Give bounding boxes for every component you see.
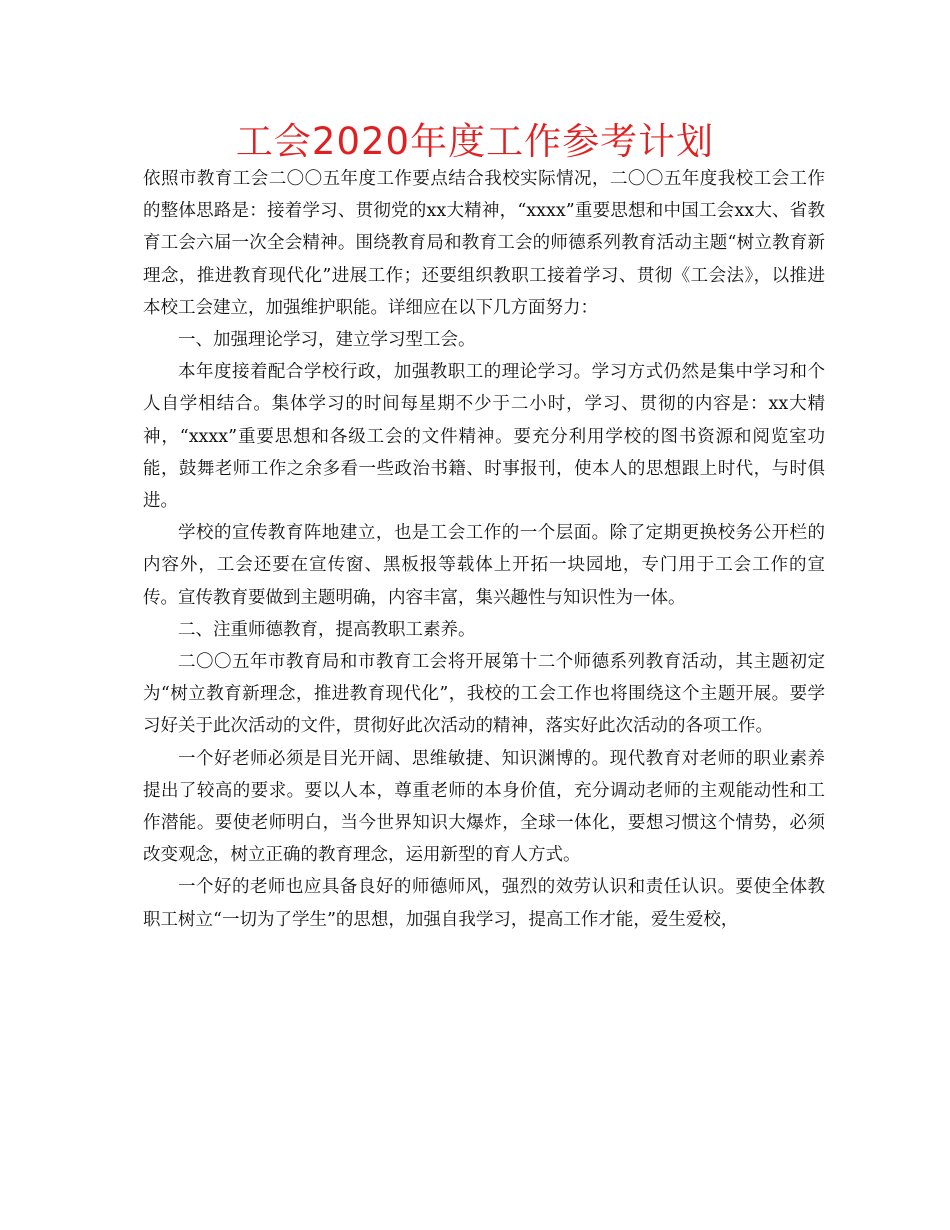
section-heading-1: 一、加强理论学习，建立学习型工会。	[178, 330, 476, 351]
paragraph-intro: 依照市教育工会二〇〇五年度工作要点结合我校实际情况，二〇〇五年度我校工会工作的整体思路是：接着学习、贯彻党的xx大精神，“xxxx”重要思想和中国工会xx大、省教育工会六届一次全会精神。围绕教育局和教育工会的师德系列教育活动主题“树立教育新理念，推进教育现代化”进展工作；还要组织教职工接着学习、贯彻《工会法》，以推进本校工会建立，加强维护职能。详细应在以下几方面努力：	[143, 169, 825, 318]
paragraph: 二〇〇五年市教育局和市教育工会将开展第十二个师德系列教育活动，其主题初定为“树立教育新理念，推进教育现代化”，我校的工会工作也将围绕这个主题开展。要学习好关于此次活动的文件，贯彻好此次活动的精神，落实好此次活动的各项工作。	[143, 652, 825, 737]
paragraph: 一个好的老师也应具备良好的师德师风，强烈的效劳认识和责任认识。要使全体教职工树立“一切为了学生”的思想，加强自我学习，提高工作才能，爱生爱校，	[143, 877, 825, 930]
paragraph: 本年度接着配合学校行政，加强教职工的理论学习。学习方式仍然是集中学习和个人自学相结合。集体学习的时间每星期不少于二小时，学习、贯彻的内容是：xx大精神，“xxxx”重要思想和各级工会的文件精神。要充分利用学校的图书资源和阅览室功能，鼓舞老师工作之余多看一些政治书籍、时事报刊，使本人的思想跟上时代，与时俱进。	[143, 362, 825, 512]
section-heading-2: 二、注重师德教育，提高教职工素养。	[178, 619, 476, 640]
document-body	[143, 163, 825, 936]
document-title: 工会2020年度工作参考计划	[235, 120, 715, 163]
paragraph: 学校的宣传教育阵地建立，也是工会工作的一个层面。除了定期更换校务公开栏的内容外，工会还要在宣传窗、黑板报等载体上开拓一块园地，专门用于工会工作的宣传。宣传教育要做到主题明确，内容丰富，集兴趣性与知识性为一体。	[143, 523, 825, 608]
paragraph: 一个好老师必须是目光开阔、思维敏捷、知识渊博的。现代教育对老师的职业素养提出了较高的要求。要以人本，尊重老师的本身价值，充分调动老师的主观能动性和工作潜能。要使老师明白，当今世界知识大爆炸，全球一体化，要想习惯这个情势，必须改变观念，树立正确的教育理念，运用新型的育人方式。	[143, 748, 825, 866]
